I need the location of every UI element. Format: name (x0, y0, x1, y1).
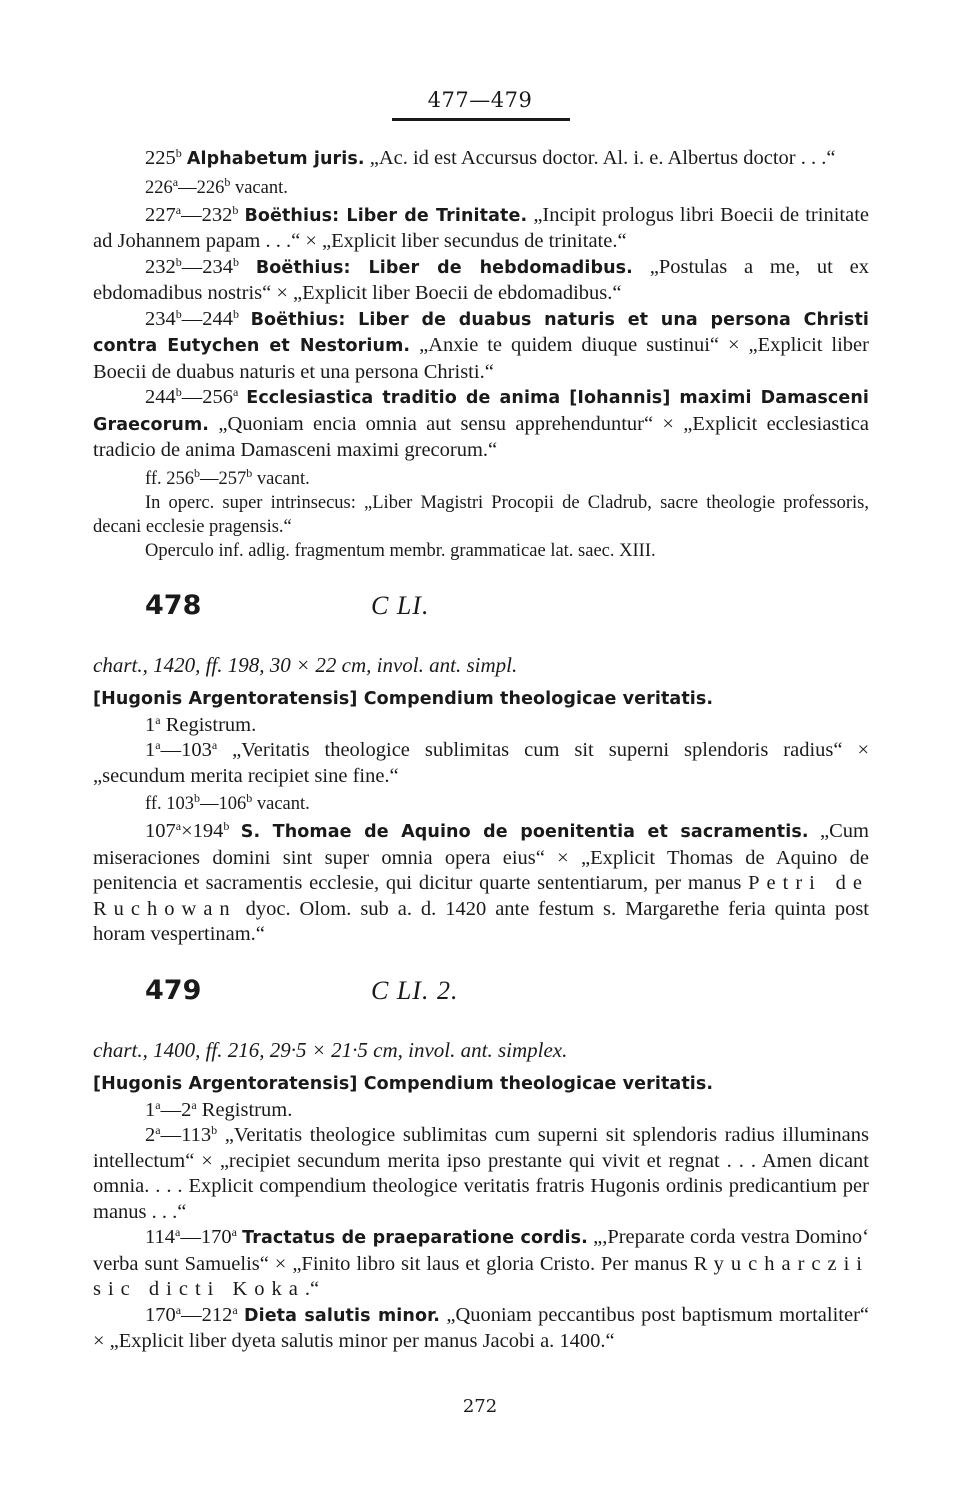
page-number: 272 (462, 1396, 498, 1417)
folio-ref: —103 (160, 739, 212, 761)
scribe-name: Petri de Ruchowan (93, 872, 869, 920)
incipit-explicit: „Ac. id est Accursus doctor. Al. i. e. Albertus doctor . . .“ (364, 147, 836, 169)
folio-side: a (175, 1225, 181, 1239)
codex-description: chart., 1420, ff. 198, 30 × 22 cm, invol. ant. simpl. (93, 652, 518, 677)
folio-ref: —106 (200, 794, 247, 814)
folio-ref: —226 (178, 177, 225, 198)
work-title: Boëthius: Liber de hebdomadibus. (255, 257, 633, 278)
item-114a (93, 1225, 869, 1303)
folio-side: b (175, 254, 182, 269)
folio-ref: —256 (181, 386, 233, 408)
folio-ref: —170 (180, 1226, 232, 1248)
folio-side: b (223, 819, 230, 833)
work-title: [Hugonis Argentoratensis] Compendium theologicae veritatis. (93, 1074, 714, 1094)
folio-side: a (231, 1225, 237, 1239)
folio-ref: ×194 (181, 820, 224, 842)
incipit-explicit: „Veritatis theologice sublimitas cum sit superni splendoris radius“ × „secundum merita recipiet sine fine.“ (93, 739, 869, 787)
entry-heading-479 (93, 974, 869, 1028)
folio-side: b (246, 465, 253, 480)
folio-side: b (211, 1123, 218, 1137)
entry-heading-478 (93, 589, 869, 643)
note-text: vacant. (252, 468, 310, 489)
item-170a (93, 1303, 869, 1355)
note-text: vacant. (230, 177, 288, 198)
folio-side: a (233, 385, 239, 399)
folio-side: a (155, 1123, 161, 1137)
colophon-text: dyoc. Olom. sub a. d. 1420 ante festum s. Margarethe feria quinta post horam vespertinam.“ (93, 897, 869, 945)
folio-ref: —113 (160, 1124, 212, 1146)
folio-ref: 170 (145, 1303, 176, 1326)
scribe-name: Ryucharczii sic dicti Koka (93, 1252, 869, 1300)
folio-side: b (246, 791, 253, 805)
item-227a (93, 203, 869, 255)
item-256b-vacant (93, 467, 869, 491)
note-text: Registrum. (196, 1098, 293, 1121)
incipit-explicit: „Anxie te quidem diuque sustinui“ × „Explicit liber Boecii de duabus naturis et una persona Christi.“ (93, 334, 869, 383)
folio-side: b (233, 306, 239, 321)
work-title: Boëthius: Liber de Trinitate. (244, 205, 528, 226)
folio-ref: ff. 103 (145, 794, 194, 814)
entry-number: 478 (145, 589, 202, 621)
folio-ref: —244 (181, 307, 233, 330)
folio-ref: 226 (145, 177, 173, 198)
folio-side: b (175, 385, 182, 399)
item-2a-113b (93, 1123, 869, 1225)
item-1a-103a (93, 738, 869, 789)
folio-ref: —232 (181, 203, 233, 226)
incipit-explicit: „Postulas a me, ut ex ebdomadibus nostris“ × „Explicit liber Boecii de ebdomadibus.“ (93, 255, 870, 304)
binding-fragment-note: Operculo inf. adlig. fragmentum membr. grammaticae lat. saec. XIII. (145, 540, 656, 561)
folio-side: a (175, 1302, 182, 1317)
note-text: Registrum. (160, 713, 257, 736)
folio-ref: 1 (145, 739, 156, 761)
item-232b (93, 255, 869, 307)
entry-number: 479 (145, 974, 202, 1006)
folio-ref: 244 (145, 386, 176, 408)
work-heading (93, 1071, 869, 1098)
folio-ref: —212 (181, 1303, 233, 1326)
folio-side: b (175, 146, 182, 160)
codex-description: chart., 1400, ff. 216, 29·5 × 21·5 cm, invol. ant. simplex. (93, 1037, 568, 1062)
note-text: vacant. (252, 794, 310, 814)
header-rule (392, 118, 570, 121)
incipit-explicit: „Veritatis theologice sublimitas cum superni sit splendoris radius illuminans intellectum“ × „recipiet secundum merita ipso prestante qui vivit et regnat . . . Amen dicant omnia. . . . Explicit compendium theologice veritatis fratris Hugonis ordinis predicantium per manus . . .“ (93, 1124, 869, 1223)
item-225b (93, 146, 869, 173)
work-title: Alphabetum juris. (186, 149, 365, 169)
folio-ref: 225 (145, 147, 176, 169)
shelf-signature: C LI. (371, 590, 430, 620)
folio-side: b (233, 254, 239, 269)
item-1a (93, 713, 869, 739)
folio-side: a (175, 819, 182, 833)
folio-side: a (155, 1097, 161, 1112)
folio-ref: 107 (145, 820, 176, 842)
incipit-explicit: „Incipit prologus libri Boecii de trinitate ad Johannem papam . . .“ × „Explicit liber secundus de trinitate.“ (93, 203, 869, 252)
folio-side: b (194, 465, 200, 480)
folio-side: a (232, 1302, 238, 1317)
item-107a (93, 819, 869, 948)
folio-ref: 232 (145, 255, 176, 278)
folio-ref: —257 (200, 468, 247, 489)
work-heading (93, 686, 869, 713)
work-title: S. Thomae de Aquino de poenitentia et sacramentis. (240, 822, 809, 842)
folio-ref: —234 (181, 255, 233, 278)
work-title: Ecclesiastica traditio de anima [Iohannis] maximi Damasceni Graecorum. (93, 388, 870, 435)
work-title: Boëthius: Liber de duabus naturis et una persona Christi contra Eutychen et Nestorium. (93, 309, 870, 356)
page-body (93, 146, 869, 1355)
folio-ref: —2 (160, 1098, 192, 1121)
incipit-explicit: „Quoniam encia omnia aut sensu apprehenduntur“ × „Explicit ecclesiastica tradicio de anima Damasceni maximi grecorum.“ (93, 412, 869, 461)
folio-side: a (191, 1097, 197, 1112)
folio-ref: ff. 256 (145, 468, 194, 489)
folio-ref: 227 (145, 203, 176, 226)
folio-side: a (155, 712, 161, 727)
folio-side: a (211, 738, 218, 752)
folio-ref: 114 (145, 1226, 175, 1248)
item-226-vacant (93, 176, 869, 200)
work-title: Tractatus de praeparatione cordis. (242, 1228, 588, 1248)
incipit-explicit: „Quoniam peccantibus post baptismum mortaliter“ × „Explicit liber dyeta salutis minor per manus Jacobi a. 1400.“ (93, 1303, 869, 1352)
colophon-text: .“ (304, 1278, 320, 1300)
folio-side: b (194, 791, 200, 805)
folio-side: b (175, 306, 182, 321)
folio-side: a (155, 738, 161, 752)
shelf-signature: C LI. 2. (371, 975, 459, 1005)
item-103b-vacant (93, 792, 869, 816)
folio-side: b (224, 174, 231, 189)
folio-ref: 2 (145, 1124, 156, 1146)
item-234b (93, 307, 869, 386)
folio-ref: 234 (145, 307, 176, 330)
item-1a-2a (93, 1098, 869, 1124)
binding-inscription-note: In operc. super intrinsecus: „Liber Magistri Procopii de Cladrub, sacre theologie professoris, decani ecclesie pragensis.“ (93, 492, 869, 537)
folio-side: b (232, 202, 239, 217)
folio-side: a (172, 174, 179, 189)
work-title: Dieta salutis minor. (243, 1305, 441, 1326)
incipit-explicit: „Cum miseraciones domini sint super omnia opera eius“ × „Explicit Thomas de Aquino de penitencia et sacramentis ecclesie, qui dicitur quarte sententiarum, per manus (93, 820, 869, 894)
work-title: [Hugonis Argentoratensis] Compendium theologicae veritatis. (93, 689, 714, 709)
running-header-range: 477—479 (427, 88, 533, 112)
folio-ref: 1 (145, 713, 156, 736)
folio-side: a (175, 202, 182, 217)
incipit-explicit: „,Preparate corda vestra Domino‘ verba sunt Samuelis“ × „Finito libro sit laus et gloria Cristo. Per manus (93, 1226, 869, 1275)
folio-ref: 1 (145, 1098, 156, 1121)
item-244b (93, 385, 869, 464)
